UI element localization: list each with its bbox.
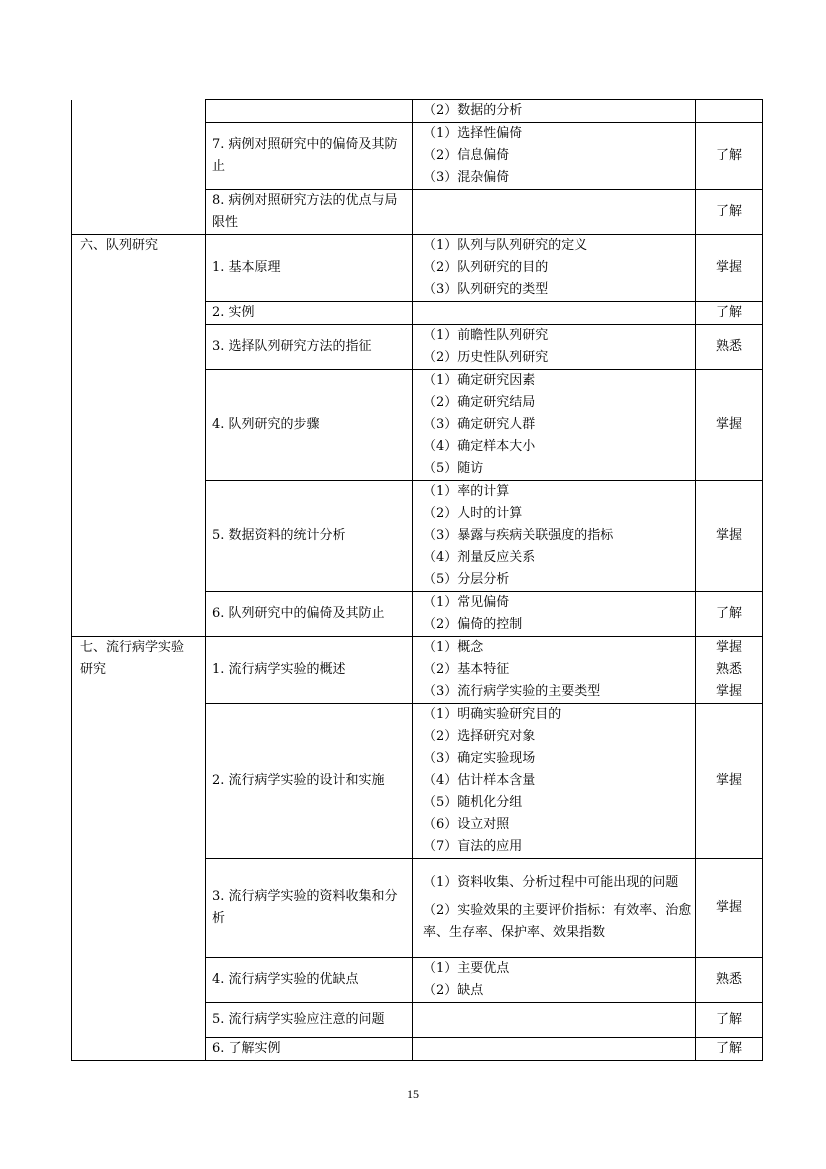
level-cell: 掌握 [696, 235, 763, 302]
level-cell: 熟悉 [696, 958, 763, 1003]
topic-cell: 1. 基本原理 [206, 235, 413, 302]
table-row [72, 637, 763, 704]
topic-cell: 6. 了解实例 [206, 1038, 413, 1061]
level-cell: 熟悉 [696, 325, 763, 370]
table-row [72, 235, 763, 302]
level-cell: 掌握 [696, 859, 763, 958]
level-cell [696, 100, 763, 123]
syllabus-table [71, 99, 763, 1061]
level-cell: 了解 [696, 190, 763, 235]
content-cell: （1）常见偏倚 （2）偏倚的控制 [413, 592, 696, 637]
content-cell: （1）确定研究因素 （2）确定研究结局 （3）确定研究人群 （4）确定样本大小 （5）随访 [413, 370, 696, 481]
topic-cell: 8. 病例对照研究方法的优点与局限性 [206, 190, 413, 235]
level-cell: 了解 [696, 592, 763, 637]
content-cell: （1）明确实验研究目的 （2）选择研究对象 （3）确定实验现场 （4）估计样本含量 （5）随机化分组 （6）设立对照 （7）盲法的应用 [413, 704, 696, 859]
content-cell: （1）概念 （2）基本特征 （3）流行病学实验的主要类型 [413, 637, 696, 704]
content-cell: （1）队列与队列研究的定义 （2）队列研究的目的 （3）队列研究的类型 [413, 235, 696, 302]
topic-cell: 2. 实例 [206, 302, 413, 325]
unit-cell: 六、队列研究 [72, 235, 206, 637]
level-cell: 掌握 [696, 481, 763, 592]
topic-cell: 3. 选择队列研究方法的指征 [206, 325, 413, 370]
content-cell: （1）资料收集、分析过程中可能出现的问题 （2）实验效果的主要评价指标：有效率、治愈率、生存率、保护率、效果指数 [413, 859, 696, 958]
level-cell: 了解 [696, 1038, 763, 1061]
unit-cell: 七、流行病学实验研究 [72, 637, 206, 1061]
content-cell [413, 302, 696, 325]
level-cell: 了解 [696, 302, 763, 325]
level-cell: 了解 [696, 1003, 763, 1038]
content-cell: （1）选择性偏倚 （2）信息偏倚 （3）混杂偏倚 [413, 123, 696, 190]
content-cell: （1）前瞻性队列研究 （2）历史性队列研究 [413, 325, 696, 370]
content-cell [413, 1038, 696, 1061]
content-cell: （2）数据的分析 [413, 100, 696, 123]
level-cell: 掌握 [696, 704, 763, 859]
topic-cell: 2. 流行病学实验的设计和实施 [206, 704, 413, 859]
topic-cell: 3. 流行病学实验的资料收集和分析 [206, 859, 413, 958]
topic-cell: 6. 队列研究中的偏倚及其防止 [206, 592, 413, 637]
topic-cell: 5. 数据资料的统计分析 [206, 481, 413, 592]
topic-cell: 1. 流行病学实验的概述 [206, 637, 413, 704]
content-cell [413, 1003, 696, 1038]
content-cell: （1）率的计算 （2）人时的计算 （3）暴露与疾病关联强度的指标 （4）剂量反应关系 （5）分层分析 [413, 481, 696, 592]
page-number: 15 [407, 1087, 419, 1101]
topic-cell: 7. 病例对照研究中的偏倚及其防止 [206, 123, 413, 190]
topic-cell: 4. 流行病学实验的优缺点 [206, 958, 413, 1003]
topic-cell: 4. 队列研究的步骤 [206, 370, 413, 481]
level-cell: 掌握 [696, 370, 763, 481]
content-cell: （1）主要优点 （2）缺点 [413, 958, 696, 1003]
level-cell: 了解 [696, 123, 763, 190]
level-cell: 掌握 熟悉 掌握 [696, 637, 763, 704]
topic-cell: 5. 流行病学实验应注意的问题 [206, 1003, 413, 1038]
unit-cell [72, 100, 206, 235]
content-cell [413, 190, 696, 235]
table-row [72, 100, 763, 123]
topic-cell [206, 100, 413, 123]
